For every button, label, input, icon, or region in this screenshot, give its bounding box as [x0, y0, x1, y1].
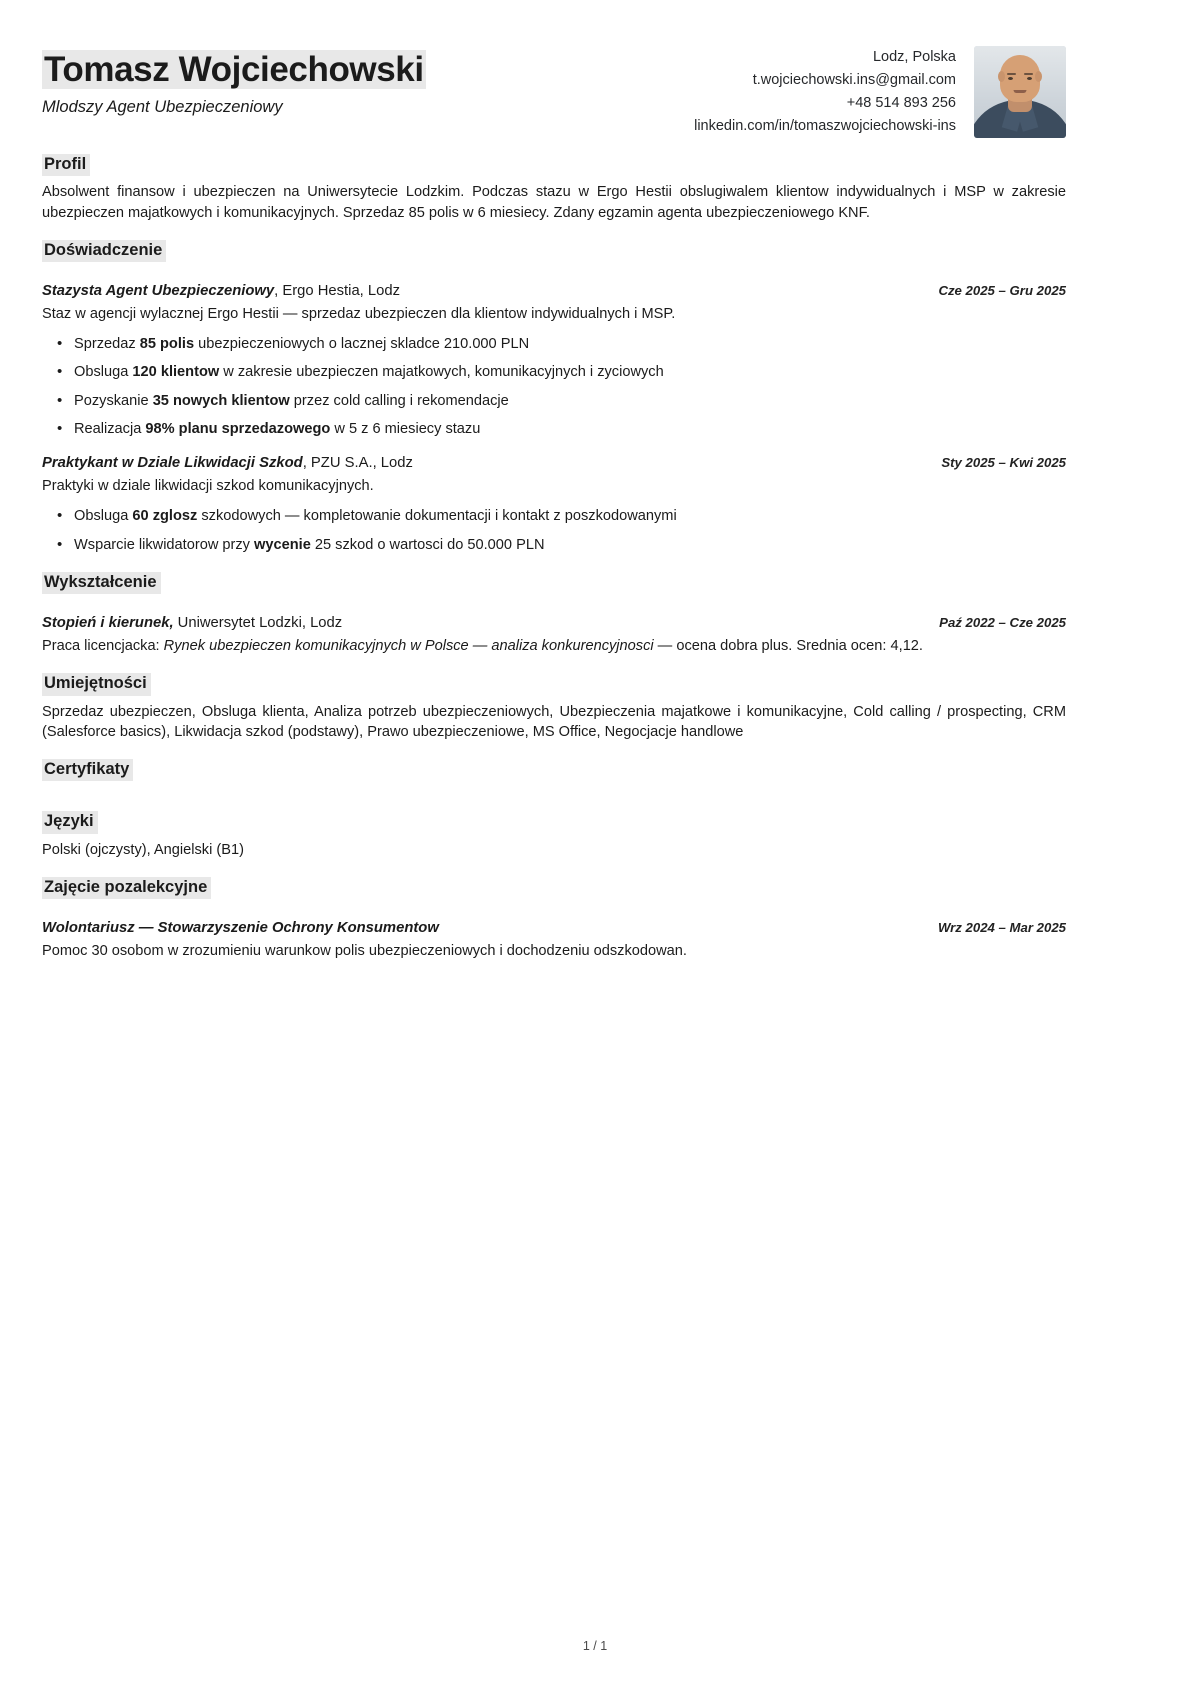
avatar-ear-right	[1035, 71, 1042, 82]
entry-bullet	[74, 334, 1066, 355]
experience-entry-list	[42, 281, 1066, 556]
profile-text: Absolwent finansow i ubezpieczen na Uniwersytecie Lodzkim. Podczas stazu w Ergo Hestii obslugiwalem klientow indywidualnych i MSP w zakresie ubezpieczen majatkowych i komunikacyjnych. Sprzedaz 85 polis w 6 miesiecy. Zdany egzamin agenta ubezpieczeniowego KNF.	[42, 184, 1066, 222]
section-languages	[42, 811, 1066, 860]
section-extracurricular	[42, 877, 1066, 962]
thesis-label: Praca licencjacka:	[42, 637, 164, 654]
avatar-ear-left	[998, 71, 1005, 82]
entry-header	[42, 453, 1066, 474]
avatar-brow-right	[1024, 73, 1033, 75]
avatar-eye-right	[1027, 77, 1032, 80]
entry-summary: Pomoc 30 osobom w zrozumieniu warunkow polis ubezpieczeniowych i dochodzeniu odszkodowan.	[42, 942, 687, 959]
entry-role	[42, 918, 439, 939]
name-wrapper	[42, 50, 426, 89]
experience-entry	[42, 281, 1066, 440]
bullet-text-emphasis: 35 nowych klientow	[152, 392, 290, 409]
avatar-mouth	[1014, 90, 1027, 93]
entry-role	[42, 281, 400, 302]
section-title-skills: Umiejętności	[42, 673, 151, 695]
entry-header	[42, 918, 1066, 939]
bullet-text-emphasis: 120 klientow	[132, 364, 220, 381]
education-entry-list	[42, 613, 1066, 657]
bullet-text-post: przez cold calling i rekomendacje	[289, 392, 509, 409]
contact-block	[694, 46, 956, 138]
entry-summary: Staz w agencji wylacznej Ergo Hestii — sprzedaz ubezpieczen dla klientow indywidualnych i MSP.	[42, 306, 676, 323]
entry-bullet	[74, 362, 1066, 383]
contact-email[interactable]: t.wojciechowski.ins@gmail.com	[752, 71, 956, 88]
page-indicator: 1 / 1	[582, 1639, 608, 1653]
thesis-grade: — ocena dobra plus. Srednia ocen: 4,12.	[653, 637, 923, 654]
entry-summary: Praktyki w dziale likwidacji szkod komunikacyjnych.	[42, 478, 374, 495]
entry-role-name: Wolontariusz — Stowarzyszenie Ochrony Konsumentow	[42, 920, 439, 937]
thesis-title: Rynek ubezpieczen komunikacyjnych w Polsce — analiza konkurencyjnosci	[163, 637, 654, 654]
entry-bullet	[74, 419, 1066, 440]
header-right	[694, 40, 1066, 138]
page-title: Tomasz Wojciechowski	[44, 50, 424, 89]
entry-date: Wrz 2024 – Mar 2025	[937, 920, 1066, 936]
bullet-text-pre: Sprzedaz	[74, 336, 140, 353]
entry-date: Cze 2025 – Gru 2025	[938, 283, 1066, 299]
entry-date: Sty 2025 – Kwi 2025	[941, 455, 1066, 471]
bullet-text-pre: Wsparcie likwidatorow przy	[74, 536, 255, 553]
contact-phone[interactable]: +48 514 893 256	[846, 94, 956, 111]
section-title-languages: Języki	[42, 811, 98, 833]
section-title-profile: Profil	[42, 154, 90, 176]
avatar-head	[1000, 55, 1040, 102]
skills-text: Sprzedaz ubezpieczen, Obsluga klienta, Analiza potrzeb ubezpieczeniowych, Ubezpieczenia majatkowe i komunikacyjne, Cold calling / prospecting, CRM (Salesforce basics), Likwidacja szkod (podstawy), Prawo ubezpieczeniowe, MS Office, Negocjacje handlowe	[42, 703, 1066, 741]
bullet-text-pre: Realizacja	[74, 421, 146, 438]
bullet-text-post: ubezpieczeniowych o lacznej skladce 210.000 PLN	[194, 336, 530, 353]
section-title-education: Wykształcenie	[42, 572, 161, 594]
entry-role-name: Stazysta Agent Ubezpieczeniowy	[42, 283, 275, 300]
job-title: Mlodszy Agent Ubezpieczeniowy	[42, 98, 283, 117]
avatar	[974, 46, 1066, 138]
section-title-experience: Doświadczenie	[42, 240, 166, 262]
entry-bullet	[74, 535, 1066, 556]
entry-institution: Uniwersytet Lodzki, Lodz	[173, 615, 343, 632]
bullet-text-pre: Obsluga	[74, 508, 133, 525]
contact-location: Lodz, Polska	[872, 49, 956, 65]
bullet-text-emphasis: 60 zglosz	[132, 508, 198, 525]
education-entry	[42, 613, 1066, 657]
entry-role	[42, 453, 413, 474]
entry-thesis	[42, 636, 1066, 657]
entry-header	[42, 281, 1066, 302]
entry-date: Paź 2022 – Cze 2025	[939, 615, 1066, 631]
bullet-text-emphasis: 98% planu sprzedazowego	[145, 421, 331, 438]
entry-company: , Ergo Hestia, Lodz	[274, 283, 400, 300]
entry-header	[42, 613, 1066, 634]
bullet-text-emphasis: 85 polis	[139, 336, 195, 353]
identity-block	[42, 40, 426, 117]
bullet-text-pre: Pozyskanie	[74, 392, 153, 409]
section-title-certificates: Certyfikaty	[42, 759, 133, 781]
entry-degree-name: Stopień i kierunek,	[42, 615, 174, 632]
contact-linkedin[interactable]: linkedin.com/in/tomaszwojciechowski-ins	[694, 117, 956, 134]
entry-role-name: Praktykant w Dziale Likwidacji Szkod	[42, 455, 303, 472]
section-education	[42, 572, 1066, 657]
section-profile	[42, 154, 1066, 224]
bullet-text-post: w zakresie ubezpieczen majatkowych, komunikacyjnych i zyciowych	[219, 364, 664, 381]
entry-bullet-list	[42, 506, 1066, 556]
section-certificates	[42, 759, 1066, 795]
bullet-text-pre: Obsluga	[74, 364, 133, 381]
experience-entry	[42, 453, 1066, 555]
avatar-brow-left	[1007, 73, 1016, 75]
bullet-text-post: 25 szkod o wartosci do 50.000 PLN	[310, 536, 545, 553]
entry-bullet	[74, 391, 1066, 412]
section-experience	[42, 240, 1066, 556]
bullet-text-post: szkodowych — kompletowanie dokumentacji i kontakt z poszkodowanymi	[197, 508, 677, 525]
bullet-text-post: w 5 z 6 miesiecy stazu	[330, 421, 481, 438]
entry-bullet-list	[42, 334, 1066, 440]
extracurricular-entry-list	[42, 918, 1066, 962]
resume-header	[42, 40, 1066, 138]
extracurricular-entry	[42, 918, 1066, 962]
entry-degree	[42, 613, 342, 634]
entry-bullet	[74, 506, 1066, 527]
bullet-text-emphasis: wycenie	[254, 536, 311, 553]
avatar-eye-left	[1008, 77, 1013, 80]
entry-company: , PZU S.A., Lodz	[302, 455, 413, 472]
languages-text: Polski (ojczysty), Angielski (B1)	[42, 841, 244, 858]
section-skills	[42, 673, 1066, 743]
certificates-entry-list	[42, 787, 1066, 795]
section-title-extracurricular: Zajęcie pozalekcyjne	[42, 877, 211, 899]
